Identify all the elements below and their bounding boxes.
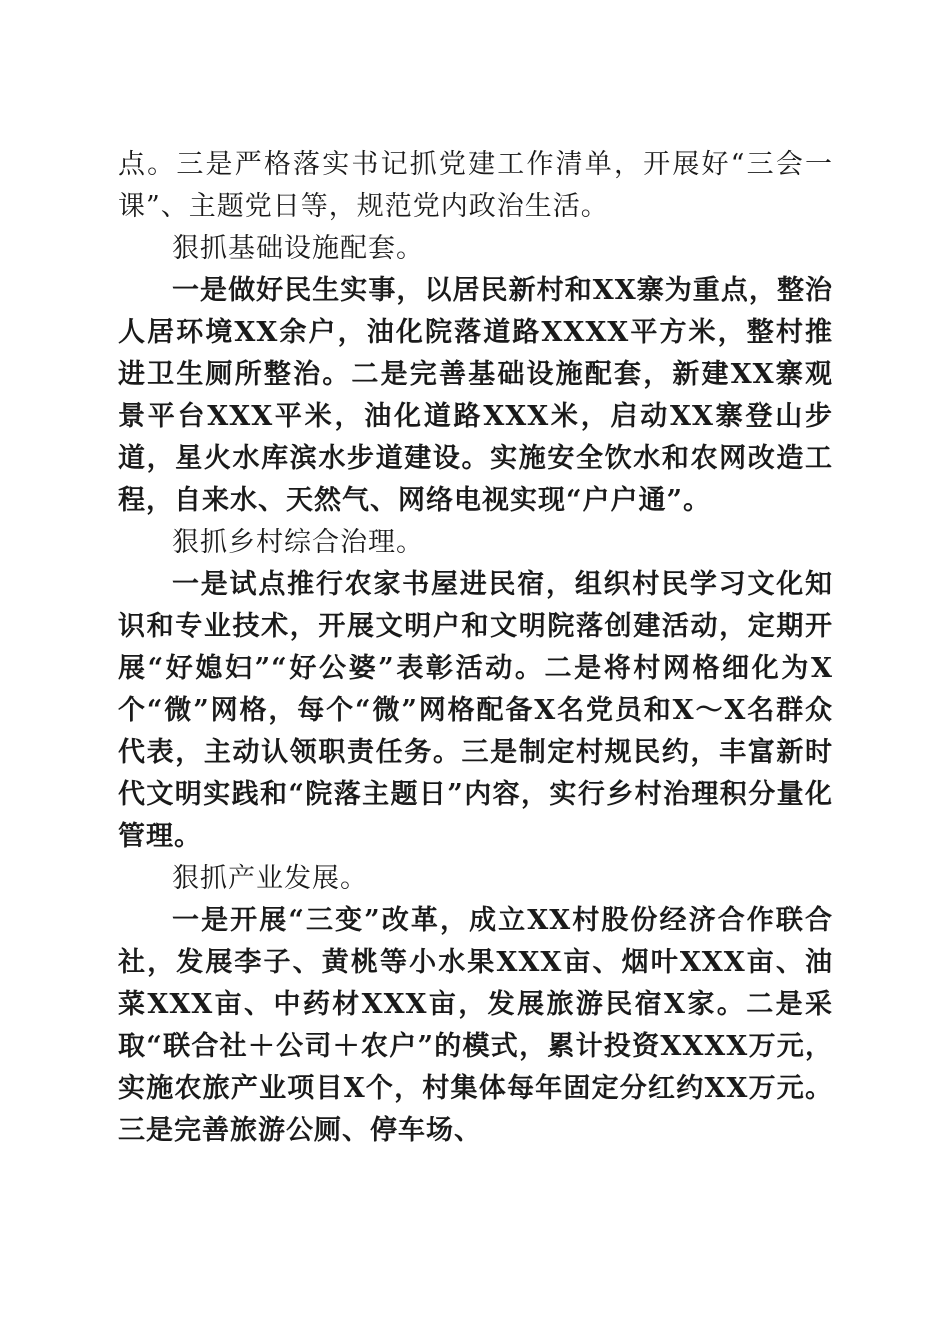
paragraph-governance: 一是试点推行农家书屋进民宿，组织村民学习文化知识和专业技术，开展文明户和文明院落创建活动，定期开展“好媳妇”“好公婆”表彰活动。二是将村网格细化为X个“微”网格，每个“微”网格配备X名党员和X～X名群众代表，主动认领职责任务。三是制定村规民约，丰富新时代文明实践和“院落主题日”内容，实行乡村治理积分量化管理。 xyxy=(118,569,833,852)
document-body xyxy=(118,144,833,1152)
paragraph-industry: 一是开展“三变”改革，成立XX村股份经济合作联合社，发展李子、黄桃等小水果XXX亩、烟叶XXX亩、油菜XXX亩、中药材XXX亩，发展旅游民宿X家。二是采取“联合社＋公司＋农户”的模式，累计投资XXXX万元，实施农旅产业项目X个，村集体每年固定分红约XX万元。三是完善旅游公厕、停车场、 xyxy=(118,905,833,1146)
paragraph-continuation: 点。三是严格落实书记抓党建工作清单，开展好“三会一课”、主题党日等，规范党内政治生活。 xyxy=(118,149,833,222)
section-heading-infrastructure: 狠抓基础设施配套。 xyxy=(172,233,424,264)
section-heading-industry: 狠抓产业发展。 xyxy=(172,863,368,894)
section-heading-governance: 狠抓乡村综合治理。 xyxy=(172,527,424,558)
paragraph-infrastructure: 一是做好民生实事，以居民新村和XX寨为重点，整治人居环境XX余户，油化院落道路XXXX平方米，整村推进卫生厕所整治。二是完善基础设施配套，新建XX寨观景平台XXX平米，油化道路XXX米，启动XX寨登山步道，星火水库滨水步道建设。实施安全饮水和农网改造工程，自来水、天然气、网络电视实现“户户通”。 xyxy=(118,275,833,516)
